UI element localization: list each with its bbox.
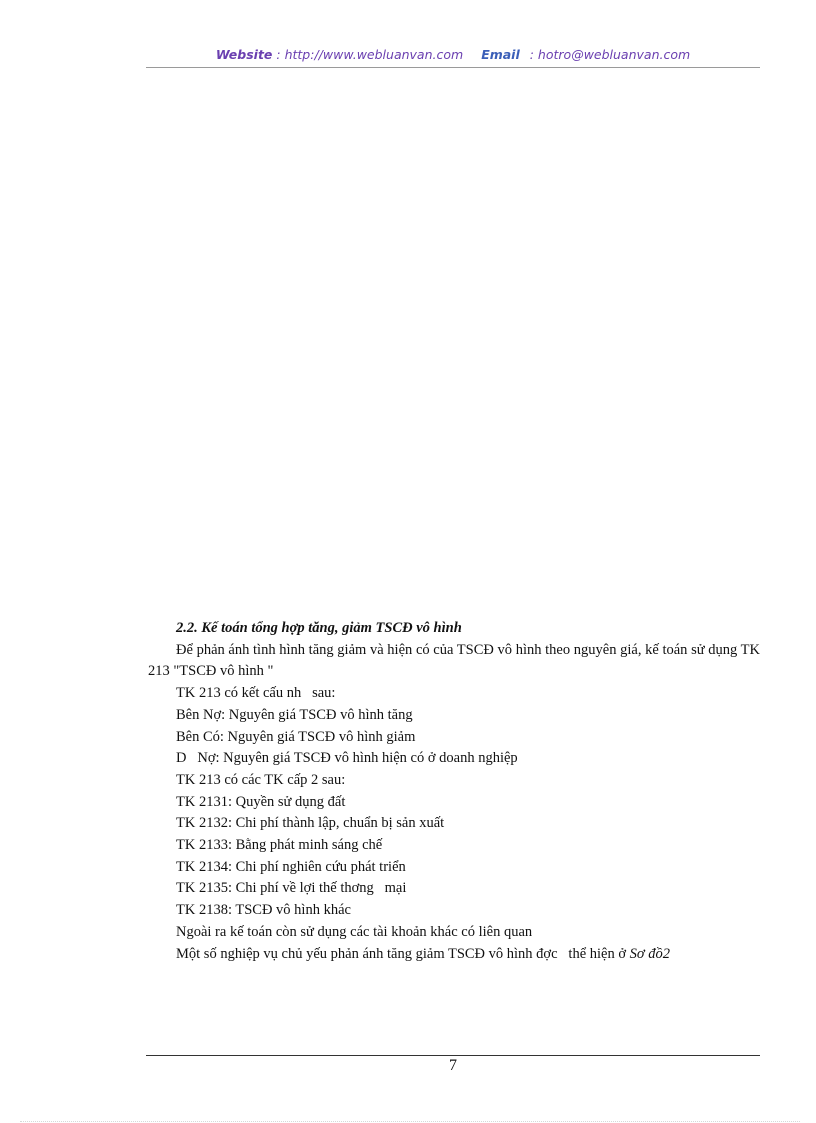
email-link[interactable]: : hotro@webluanvan.com <box>529 47 691 62</box>
text-line: TK 2138: TSCĐ vô hình khác <box>176 902 351 919</box>
section-heading: 2.2. Kế toán tổng hợp tăng, giảm TSCĐ vô hình <box>176 620 462 636</box>
text-line: TK 2135: Chi phí về lợi thế thơng mại <box>176 880 407 897</box>
page-bottom-border <box>20 1121 800 1122</box>
email-label: Email <box>481 47 520 62</box>
text-line: TK 213 có kết cấu nh sau: <box>176 685 336 702</box>
page-number: 7 <box>449 1057 457 1074</box>
intro-paragraph: Để phản ánh tình hình tăng giảm và hiện có của TSCĐ vô hình theo nguyên giá, kế toán sử dụng TK 213 "TSCĐ vô hình " <box>148 641 760 680</box>
text-line: TK 2131: Quyền sử dụng đất <box>176 793 346 810</box>
header-divider <box>146 67 760 68</box>
text-line: Bên Có: Nguyên giá TSCĐ vô hình giảm <box>176 728 416 745</box>
text-line: TK 2134: Chi phí nghiên cứu phát triển <box>176 858 406 875</box>
text-line: D Nợ: Nguyên giá TSCĐ vô hình hiện có ở doanh nghiệp <box>176 750 518 767</box>
text-line: Bên Nợ: Nguyên giá TSCĐ vô hình tăng <box>176 706 413 723</box>
diagram-reference: Sơ đồ2 <box>629 945 671 962</box>
last-line-text: Một số nghiệp vụ chủ yếu phản ánh tăng giảm TSCĐ vô hình đợc thể hiện ở <box>176 945 630 962</box>
text-line: Ngoài ra kế toán còn sử dụng các tài khoản khác có liên quan <box>176 923 533 940</box>
text-line: TK 2132: Chi phí thành lập, chuẩn bị sản xuất <box>176 815 445 832</box>
text-line: TK 2133: Bằng phát minh sáng chế <box>176 837 383 854</box>
page-header <box>146 47 760 62</box>
website-label: Website <box>215 47 273 62</box>
website-link[interactable]: : http://www.webluanvan.com <box>276 47 464 62</box>
last-text-line <box>148 944 760 966</box>
footer-divider <box>146 1055 760 1056</box>
document-body <box>148 618 760 965</box>
text-line: TK 213 có các TK cấp 2 sau: <box>176 771 346 788</box>
